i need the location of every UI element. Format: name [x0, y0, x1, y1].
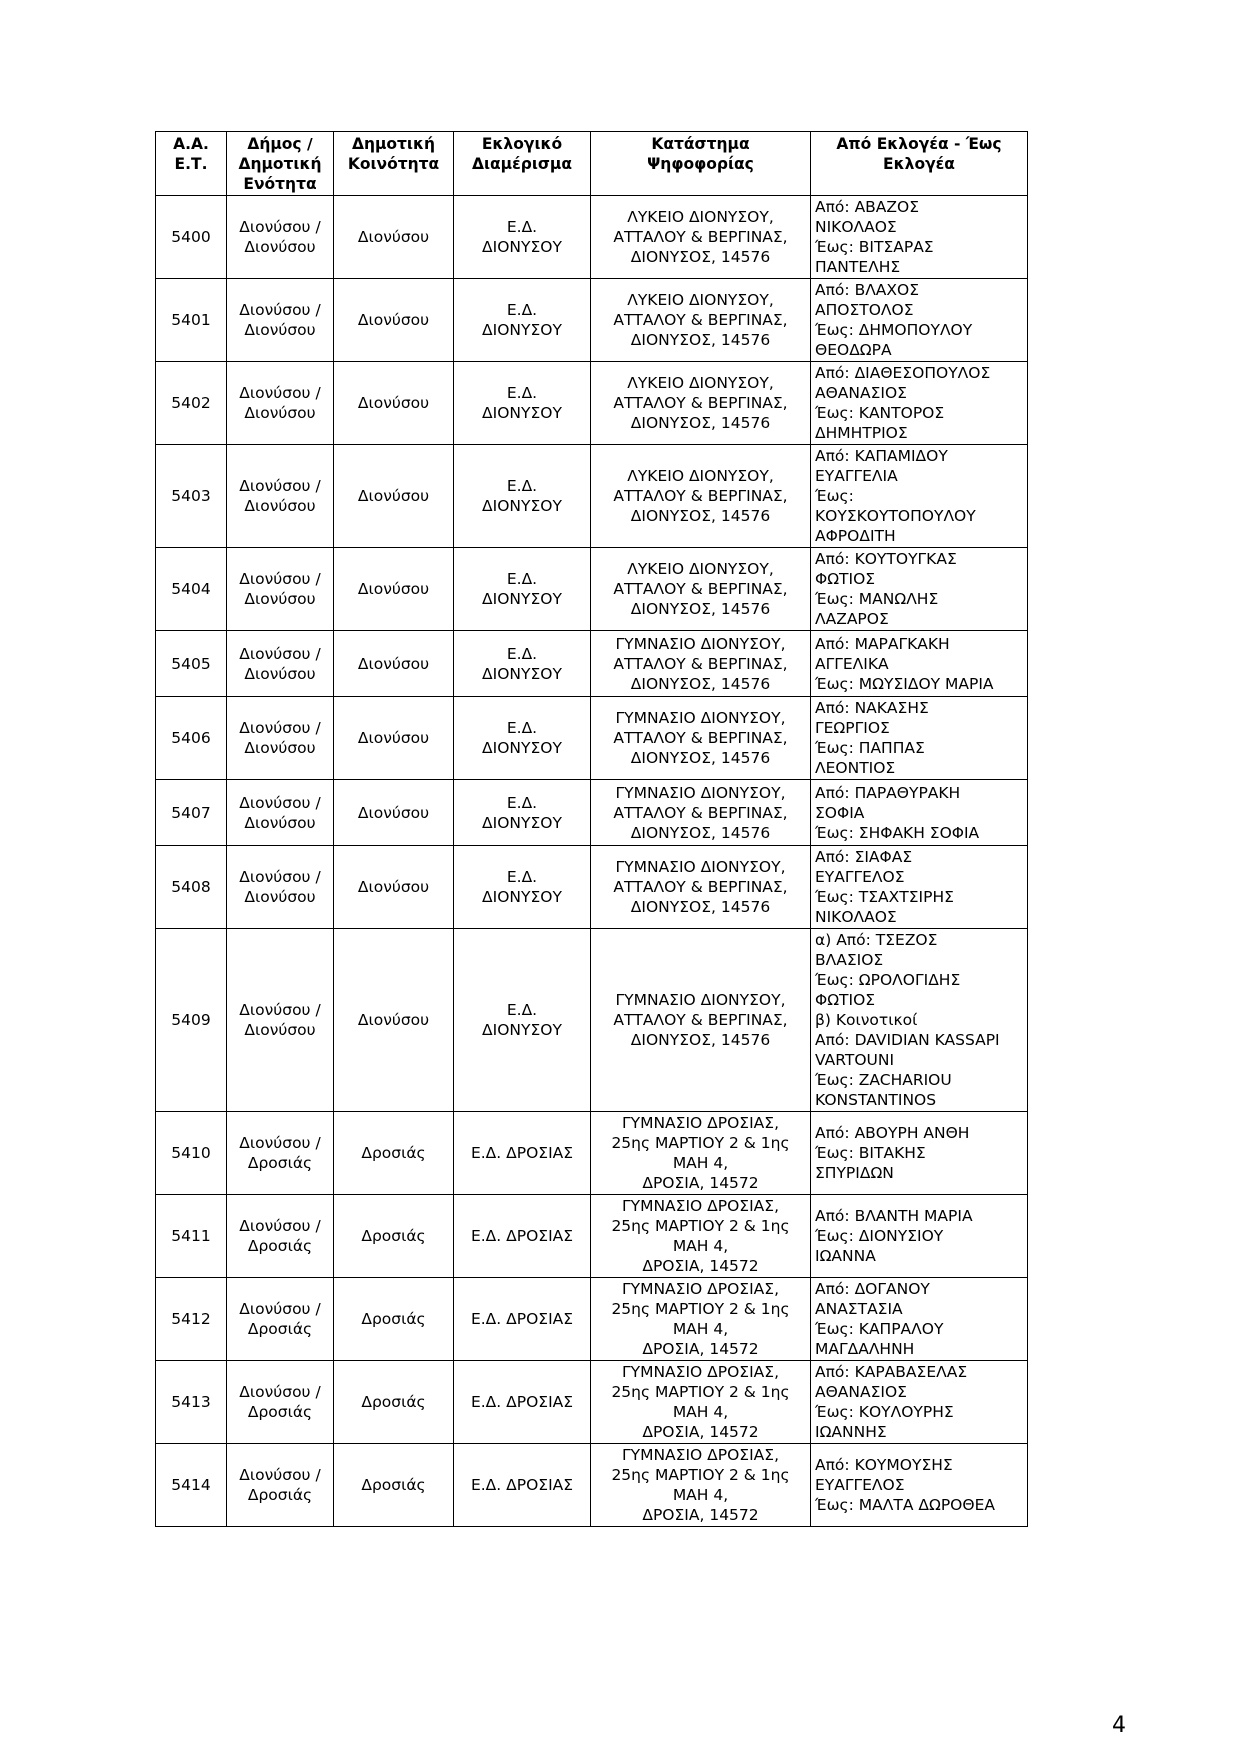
table-row	[156, 1278, 1028, 1361]
electoral-district-cell: Ε.Δ. ΔΙΟΝΥΣΟΥ	[454, 929, 591, 1112]
electoral-district-cell: Ε.Δ. ΔΡΟΣΙΑΣ	[454, 1444, 591, 1527]
community-cell: Διονύσου	[334, 846, 454, 929]
community-cell: Διονύσου	[334, 548, 454, 631]
station-number-cell: 5411	[156, 1195, 227, 1278]
electoral-district-cell: Ε.Δ. ΔΙΟΝΥΣΟΥ	[454, 780, 591, 846]
polling-place-cell: ΓΥΜΝΑΣΙΟ ΔΙΟΝΥΣΟΥ, ΑΤΤΑΛΟΥ & ΒΕΡΓΙΝΑΣ, ΔΙΟΝΥΣΟΣ, 14576	[591, 846, 811, 929]
community-cell: Διονύσου	[334, 445, 454, 548]
station-number-cell: 5407	[156, 780, 227, 846]
page-number: 4	[1112, 1713, 1126, 1738]
station-number-cell: 5405	[156, 631, 227, 697]
voter-range-cell: Από: ΠΑΡΑΘΥΡΑΚΗ ΣΟΦΙΑ Έως: ΣΗΦΑΚΗ ΣΟΦΙΑ	[811, 780, 1028, 846]
municipality-cell: Διονύσου / Δροσιάς	[227, 1444, 334, 1527]
municipality-cell: Διονύσου / Δροσιάς	[227, 1195, 334, 1278]
electoral-district-cell: Ε.Δ. ΔΡΟΣΙΑΣ	[454, 1278, 591, 1361]
community-cell: Διονύσου	[334, 279, 454, 362]
municipality-cell: Διονύσου / Διονύσου	[227, 846, 334, 929]
voter-range-cell: Από: ΒΛΑΝΤΗ ΜΑΡΙΑ Έως: ΔΙΟΝΥΣΙΟΥ ΙΩΑΝΝΑ	[811, 1195, 1028, 1278]
table-row	[156, 1195, 1028, 1278]
voter-range-cell: α) Από: ΤΣΕΖΟΣ ΒΛΑΣΙΟΣ Έως: ΩΡΟΛΟΓΙΔΗΣ ΦΩΤΙΟΣ β) Κοινοτικοί Από: DAVIDIAN KASSAPI VARTOUNI Έως: ZACHARIOU KONSTANTINOS	[811, 929, 1028, 1112]
electoral-district-cell: Ε.Δ. ΔΙΟΝΥΣΟΥ	[454, 631, 591, 697]
station-number-cell: 5402	[156, 362, 227, 445]
municipality-cell: Διονύσου / Δροσιάς	[227, 1278, 334, 1361]
voter-range-cell: Από: ΚΑΠΑΜΙΔΟΥ ΕΥΑΓΓΕΛΙΑ Έως: ΚΟΥΣΚΟΥΤΟΠΟΥΛΟΥ ΑΦΡΟΔΙΤΗ	[811, 445, 1028, 548]
polling-place-cell: ΓΥΜΝΑΣΙΟ ΔΡΟΣΙΑΣ, 25ης ΜΑΡΤΙΟΥ 2 & 1ης ΜΑΗ 4, ΔΡΟΣΙΑ, 14572	[591, 1444, 811, 1527]
municipality-cell: Διονύσου / Δροσιάς	[227, 1361, 334, 1444]
station-number-cell: 5412	[156, 1278, 227, 1361]
community-cell: Διονύσου	[334, 780, 454, 846]
polling-place-cell: ΛΥΚΕΙΟ ΔΙΟΝΥΣΟΥ, ΑΤΤΑΛΟΥ & ΒΕΡΓΙΝΑΣ, ΔΙΟΝΥΣΟΣ, 14576	[591, 548, 811, 631]
table-row	[156, 780, 1028, 846]
voter-range-cell: Από: ΚΟΥΜΟΥΣΗΣ ΕΥΑΓΓΕΛΟΣ Έως: ΜΑΛΤΑ ΔΩΡΟΘΕΑ	[811, 1444, 1028, 1527]
voter-range-cell: Από: ΜΑΡΑΓΚΑΚΗ ΑΓΓΕΛΙΚΑ Έως: ΜΩΥΣΙΔΟΥ ΜΑΡΙΑ	[811, 631, 1028, 697]
table-row	[156, 1444, 1028, 1527]
station-number-cell: 5408	[156, 846, 227, 929]
table-row	[156, 846, 1028, 929]
table-row	[156, 548, 1028, 631]
municipality-cell: Διονύσου / Διονύσου	[227, 929, 334, 1112]
municipality-cell: Διονύσου / Διονύσου	[227, 631, 334, 697]
voter-range-cell: Από: ΔΙΑΘΕΣΟΠΟΥΛΟΣ ΑΘΑΝΑΣΙΟΣ Έως: ΚΑΝΤΟΡΟΣ ΔΗΜΗΤΡΙΟΣ	[811, 362, 1028, 445]
voter-range-cell: Από: ΑΒΟΥΡΗ ΑΝΘΗ Έως: ΒΙΤΑΚΗΣ ΣΠΥΡΙΔΩΝ	[811, 1112, 1028, 1195]
table-row	[156, 279, 1028, 362]
table-row	[156, 1112, 1028, 1195]
table-row	[156, 697, 1028, 780]
electoral-district-cell: Ε.Δ. ΔΙΟΝΥΣΟΥ	[454, 196, 591, 279]
polling-place-cell: ΓΥΜΝΑΣΙΟ ΔΙΟΝΥΣΟΥ, ΑΤΤΑΛΟΥ & ΒΕΡΓΙΝΑΣ, ΔΙΟΝΥΣΟΣ, 14576	[591, 631, 811, 697]
municipality-cell: Διονύσου / Διονύσου	[227, 362, 334, 445]
community-cell: Διονύσου	[334, 631, 454, 697]
voter-range-cell: Από: ΒΛΑΧΟΣ ΑΠΟΣΤΟΛΟΣ Έως: ΔΗΜΟΠΟΥΛΟΥ ΘΕΟΔΩΡΑ	[811, 279, 1028, 362]
header-polling-place: Κατάστημα Ψηφοφορίας	[591, 132, 811, 196]
station-number-cell: 5403	[156, 445, 227, 548]
polling-place-cell: ΓΥΜΝΑΣΙΟ ΔΙΟΝΥΣΟΥ, ΑΤΤΑΛΟΥ & ΒΕΡΓΙΝΑΣ, ΔΙΟΝΥΣΟΣ, 14576	[591, 929, 811, 1112]
municipality-cell: Διονύσου / Διονύσου	[227, 196, 334, 279]
community-cell: Διονύσου	[334, 697, 454, 780]
municipality-cell: Διονύσου / Διονύσου	[227, 548, 334, 631]
table-row	[156, 445, 1028, 548]
table-header-row	[156, 132, 1028, 196]
polling-place-cell: ΛΥΚΕΙΟ ΔΙΟΝΥΣΟΥ, ΑΤΤΑΛΟΥ & ΒΕΡΓΙΝΑΣ, ΔΙΟΝΥΣΟΣ, 14576	[591, 279, 811, 362]
community-cell: Δροσιάς	[334, 1278, 454, 1361]
voter-range-cell: Από: ΝΑΚΑΣΗΣ ΓΕΩΡΓΙΟΣ Έως: ΠΑΠΠΑΣ ΛΕΟΝΤΙΟΣ	[811, 697, 1028, 780]
header-station-number: Α.Α. Ε.Τ.	[156, 132, 227, 196]
polling-place-cell: ΛΥΚΕΙΟ ΔΙΟΝΥΣΟΥ, ΑΤΤΑΛΟΥ & ΒΕΡΓΙΝΑΣ, ΔΙΟΝΥΣΟΣ, 14576	[591, 196, 811, 279]
electoral-district-cell: Ε.Δ. ΔΙΟΝΥΣΟΥ	[454, 697, 591, 780]
polling-place-cell: ΓΥΜΝΑΣΙΟ ΔΡΟΣΙΑΣ, 25ης ΜΑΡΤΙΟΥ 2 & 1ης ΜΑΗ 4, ΔΡΟΣΙΑ, 14572	[591, 1361, 811, 1444]
station-number-cell: 5406	[156, 697, 227, 780]
header-voter-range: Από Εκλογέα - Έως Εκλογέα	[811, 132, 1028, 196]
municipality-cell: Διονύσου / Διονύσου	[227, 445, 334, 548]
table-body	[156, 196, 1028, 1527]
polling-place-cell: ΛΥΚΕΙΟ ΔΙΟΝΥΣΟΥ, ΑΤΤΑΛΟΥ & ΒΕΡΓΙΝΑΣ, ΔΙΟΝΥΣΟΣ, 14576	[591, 362, 811, 445]
community-cell: Δροσιάς	[334, 1112, 454, 1195]
electoral-district-cell: Ε.Δ. ΔΙΟΝΥΣΟΥ	[454, 279, 591, 362]
table-row	[156, 196, 1028, 279]
station-number-cell: 5401	[156, 279, 227, 362]
municipality-cell: Διονύσου / Διονύσου	[227, 279, 334, 362]
municipality-cell: Διονύσου / Διονύσου	[227, 697, 334, 780]
table-row	[156, 1361, 1028, 1444]
community-cell: Διονύσου	[334, 362, 454, 445]
table-row	[156, 929, 1028, 1112]
station-number-cell: 5400	[156, 196, 227, 279]
electoral-district-cell: Ε.Δ. ΔΡΟΣΙΑΣ	[454, 1112, 591, 1195]
community-cell: Διονύσου	[334, 929, 454, 1112]
polling-stations-table	[155, 131, 1028, 1527]
station-number-cell: 5404	[156, 548, 227, 631]
station-number-cell: 5413	[156, 1361, 227, 1444]
station-number-cell: 5409	[156, 929, 227, 1112]
station-number-cell: 5410	[156, 1112, 227, 1195]
polling-place-cell: ΓΥΜΝΑΣΙΟ ΔΙΟΝΥΣΟΥ, ΑΤΤΑΛΟΥ & ΒΕΡΓΙΝΑΣ, ΔΙΟΝΥΣΟΣ, 14576	[591, 780, 811, 846]
community-cell: Διονύσου	[334, 196, 454, 279]
polling-place-cell: ΓΥΜΝΑΣΙΟ ΔΡΟΣΙΑΣ, 25ης ΜΑΡΤΙΟΥ 2 & 1ης ΜΑΗ 4, ΔΡΟΣΙΑ, 14572	[591, 1195, 811, 1278]
electoral-district-cell: Ε.Δ. ΔΡΟΣΙΑΣ	[454, 1195, 591, 1278]
voter-range-cell: Από: ΣΙΑΦΑΣ ΕΥΑΓΓΕΛΟΣ Έως: ΤΣΑΧΤΣΙΡΗΣ ΝΙΚΟΛΑΟΣ	[811, 846, 1028, 929]
polling-place-cell: ΓΥΜΝΑΣΙΟ ΔΡΟΣΙΑΣ, 25ης ΜΑΡΤΙΟΥ 2 & 1ης ΜΑΗ 4, ΔΡΟΣΙΑ, 14572	[591, 1278, 811, 1361]
community-cell: Δροσιάς	[334, 1361, 454, 1444]
electoral-district-cell: Ε.Δ. ΔΙΟΝΥΣΟΥ	[454, 362, 591, 445]
electoral-district-cell: Ε.Δ. ΔΙΟΝΥΣΟΥ	[454, 548, 591, 631]
community-cell: Δροσιάς	[334, 1195, 454, 1278]
voter-range-cell: Από: ΑΒΑΖΟΣ ΝΙΚΟΛΑΟΣ Έως: ΒΙΤΣΑΡΑΣ ΠΑΝΤΕΛΗΣ	[811, 196, 1028, 279]
electoral-district-cell: Ε.Δ. ΔΙΟΝΥΣΟΥ	[454, 445, 591, 548]
polling-place-cell: ΓΥΜΝΑΣΙΟ ΔΙΟΝΥΣΟΥ, ΑΤΤΑΛΟΥ & ΒΕΡΓΙΝΑΣ, ΔΙΟΝΥΣΟΣ, 14576	[591, 697, 811, 780]
polling-place-cell: ΛΥΚΕΙΟ ΔΙΟΝΥΣΟΥ, ΑΤΤΑΛΟΥ & ΒΕΡΓΙΝΑΣ, ΔΙΟΝΥΣΟΣ, 14576	[591, 445, 811, 548]
header-community: Δημοτική Κοινότητα	[334, 132, 454, 196]
polling-place-cell: ΓΥΜΝΑΣΙΟ ΔΡΟΣΙΑΣ, 25ης ΜΑΡΤΙΟΥ 2 & 1ης ΜΑΗ 4, ΔΡΟΣΙΑ, 14572	[591, 1112, 811, 1195]
table-row	[156, 631, 1028, 697]
table-row	[156, 362, 1028, 445]
voter-range-cell: Από: ΔΟΓΑΝΟΥ ΑΝΑΣΤΑΣΙΑ Έως: ΚΑΠΡΑΛΟΥ ΜΑΓΔΑΛΗΝΗ	[811, 1278, 1028, 1361]
voter-range-cell: Από: ΚΟΥΤΟΥΓΚΑΣ ΦΩΤΙΟΣ Έως: ΜΑΝΩΛΗΣ ΛΑΖΑΡΟΣ	[811, 548, 1028, 631]
header-municipality: Δήμος / Δημοτική Ενότητα	[227, 132, 334, 196]
electoral-district-cell: Ε.Δ. ΔΙΟΝΥΣΟΥ	[454, 846, 591, 929]
electoral-district-cell: Ε.Δ. ΔΡΟΣΙΑΣ	[454, 1361, 591, 1444]
municipality-cell: Διονύσου / Διονύσου	[227, 780, 334, 846]
municipality-cell: Διονύσου / Δροσιάς	[227, 1112, 334, 1195]
station-number-cell: 5414	[156, 1444, 227, 1527]
voter-range-cell: Από: ΚΑΡΑΒΑΣΕΛΑΣ ΑΘΑΝΑΣΙΟΣ Έως: ΚΟΥΛΟΥΡΗΣ ΙΩΑΝΝΗΣ	[811, 1361, 1028, 1444]
header-electoral-district: Εκλογικό Διαμέρισμα	[454, 132, 591, 196]
community-cell: Δροσιάς	[334, 1444, 454, 1527]
